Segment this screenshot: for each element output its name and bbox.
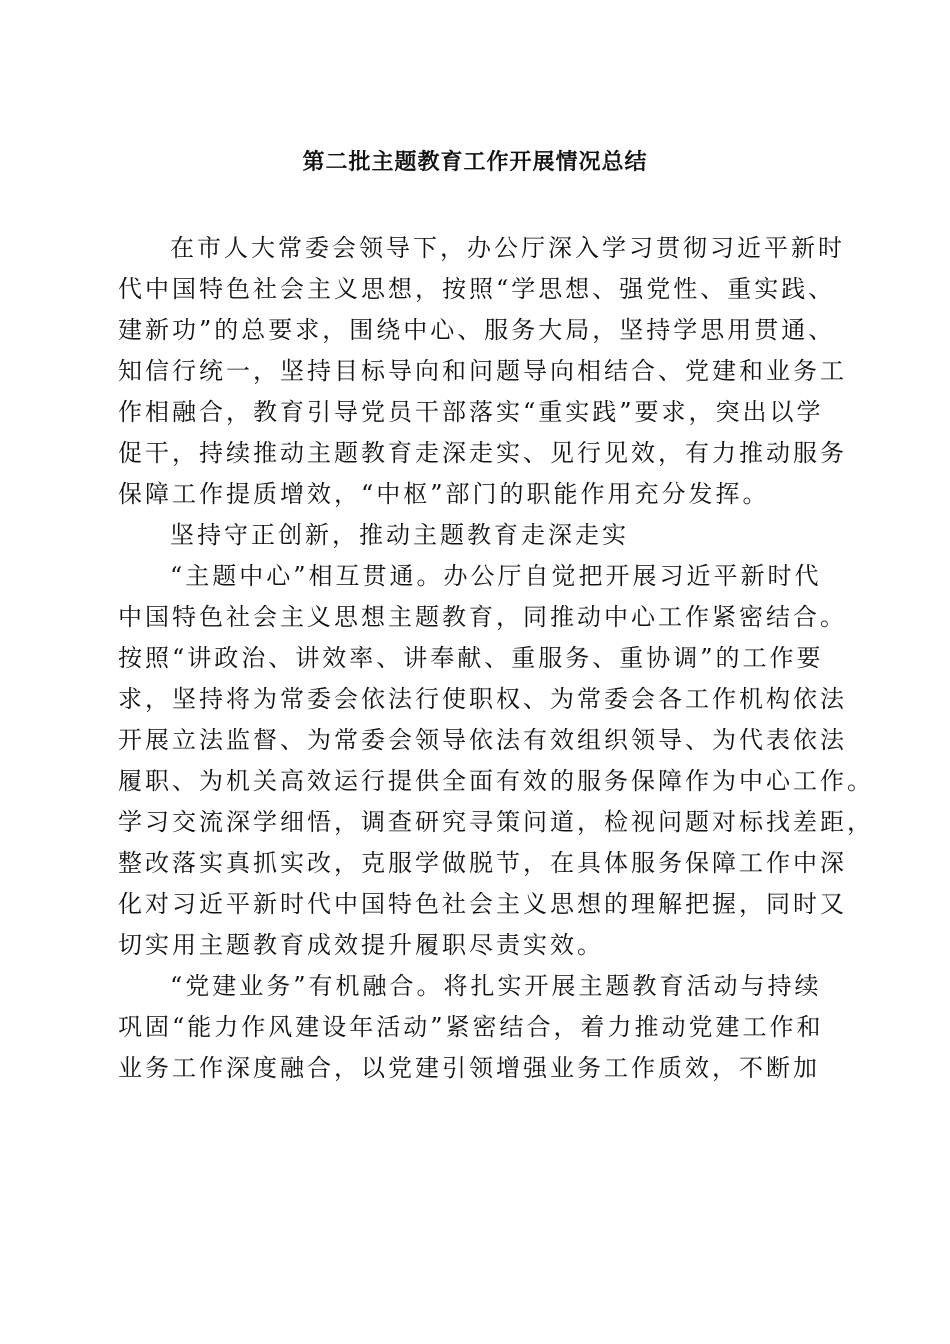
document-body [118,228,874,1089]
document-title: 第二批主题教育工作开展情况总结 [302,149,648,175]
paragraph-line: 中国特色社会主义思想主题教育，同推动中心工作紧密结合。 [118,603,847,631]
paragraph-line: “主题中心”相互贯通。办公厅自觉把开展习近平新时代 [170,562,822,590]
paragraph-line: 求，坚持将为常委会依法行使职权、为常委会各工作机构依法 [118,685,847,713]
paragraph-line: “党建业务”有机融合。将扎实开展主题教育活动与持续 [170,972,822,1000]
paragraph-line: 建新功”的总要求，围绕中心、服务大局，坚持学思用贯通、 [118,316,836,344]
paragraph-line: 学习交流深学细悟，调查研究寻策问道，检视问题对标找差距， [118,808,874,836]
paragraph-line: 在市人大常委会领导下，办公厅深入学习贯彻习近平新时 [170,234,845,262]
paragraph-line: 整改落实真抓实改，克服学做脱节，在具体服务保障工作中深 [118,849,847,877]
paragraph-line: 巩固“能力作风建设年活动”紧密结合，着力推动党建工作和 [118,1013,824,1041]
paragraph-line: 代中国特色社会主义思想，按照“学思想、强党性、重实践、 [118,275,836,303]
section-heading: 坚持守正创新，推动主题教育走深走实 [170,521,629,549]
paragraph-line: 保障工作提质增效，“中枢”部门的职能作用充分发挥。 [118,480,770,508]
paragraph-line: 业务工作深度融合，以党建引领增强业务工作质效，不断加 [118,1054,820,1082]
paragraph-line: 促干，持续推动主题教育走深走实、见行见效，有力推动服务 [118,439,847,467]
paragraph-line: 化对习近平新时代中国特色社会主义思想的理解把握，同时又 [118,890,847,918]
paragraph-line: 知信行统一，坚持目标导向和问题导向相结合、党建和业务工 [118,357,847,385]
paragraph-line: 作相融合，教育引导党员干部落实“重实践”要求，突出以学 [118,398,824,426]
paragraph-line: 开展立法监督、为常委会领导依法有效组织领导、为代表依法 [118,726,847,754]
paragraph-line: 切实用主题教育成效提升履职尽责实效。 [118,931,604,959]
paragraph-line: 履职、为机关高效运行提供全面有效的服务保障作为中心工作。 [118,767,874,795]
paragraph-line: 按照“讲政治、讲效率、讲奉献、重服务、重协调”的工作要 [118,644,824,672]
